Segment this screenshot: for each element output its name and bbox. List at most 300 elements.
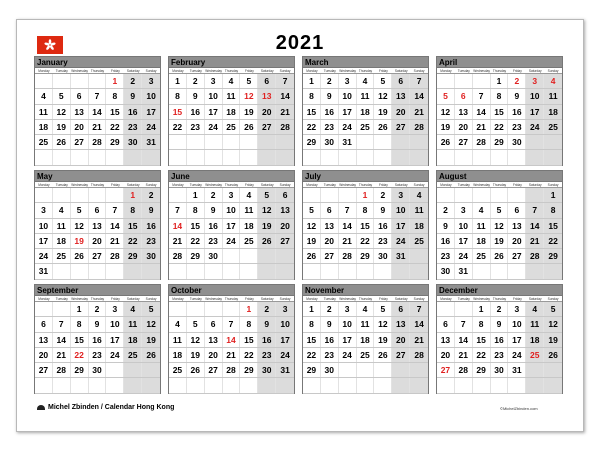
day-cell: 27 (258, 120, 276, 134)
day-cell: 2 (205, 188, 223, 202)
day-cell: 30 (142, 249, 160, 263)
day-cell: 23 (124, 120, 142, 134)
weekday-label: Monday (172, 183, 184, 187)
empty-day-cell (392, 264, 410, 278)
weekday-label: Tuesday (457, 69, 470, 73)
week-row (169, 249, 294, 264)
day-cell: 22 (491, 120, 509, 134)
day-cell: 26 (374, 120, 392, 134)
day-cell: 19 (53, 120, 71, 134)
month-name: April (437, 57, 562, 68)
day-cell: 15 (71, 333, 89, 347)
week-row (169, 363, 294, 378)
day-cell: 7 (169, 203, 187, 217)
weekday-label: Tuesday (457, 297, 470, 301)
day-cell: 16 (374, 219, 392, 233)
day-cell: 20 (258, 105, 276, 119)
empty-day-cell (392, 378, 410, 392)
empty-day-cell (473, 378, 491, 392)
empty-day-cell (35, 188, 53, 202)
day-cell: 13 (35, 333, 53, 347)
week-row (437, 234, 562, 249)
empty-day-cell (410, 249, 428, 263)
day-cell: 5 (374, 74, 392, 88)
day-cell: 7 (53, 317, 71, 331)
day-cell: 6 (205, 317, 223, 331)
empty-day-cell (544, 150, 562, 164)
day-cell: 16 (508, 105, 526, 119)
week-row (169, 135, 294, 150)
day-cell: 5 (142, 302, 160, 316)
weekday-label: Saturday (260, 297, 274, 301)
day-cell: 26 (303, 249, 321, 263)
day-cell: 3 (339, 74, 357, 88)
day-cell: 20 (71, 120, 89, 134)
day-cell: 9 (142, 203, 160, 217)
day-cell: 23 (321, 348, 339, 362)
day-cell: 24 (223, 234, 241, 248)
empty-day-cell (437, 378, 455, 392)
day-cell: 26 (258, 234, 276, 248)
day-cell: 28 (169, 249, 187, 263)
day-cell: 13 (276, 203, 294, 217)
day-cell: 29 (303, 135, 321, 149)
week-row (35, 120, 160, 135)
weekday-label: Saturday (394, 183, 408, 187)
empty-day-cell (508, 188, 526, 202)
day-cell: 17 (35, 234, 53, 248)
weekday-label: Thursday (492, 183, 507, 187)
month-may (34, 170, 161, 280)
weekday-label: Sunday (547, 183, 559, 187)
empty-day-cell (491, 264, 509, 278)
week-row (303, 203, 428, 218)
day-cell: 4 (473, 203, 491, 217)
empty-day-cell (142, 150, 160, 164)
day-cell: 21 (455, 348, 473, 362)
day-cell: 19 (187, 348, 205, 362)
weekday-label: Wednesday (71, 297, 89, 301)
weekday-label: Saturday (528, 297, 542, 301)
day-cell: 8 (473, 317, 491, 331)
day-cell: 11 (35, 105, 53, 119)
day-cell: 15 (491, 105, 509, 119)
day-cell: 24 (455, 249, 473, 263)
day-cell: 24 (106, 348, 124, 362)
empty-day-cell (508, 378, 526, 392)
week-row (303, 234, 428, 249)
day-cell: 16 (205, 219, 223, 233)
empty-day-cell (169, 264, 187, 278)
day-cell: 22 (303, 348, 321, 362)
empty-day-cell (491, 188, 509, 202)
month-name: June (169, 171, 294, 182)
week-row (437, 249, 562, 264)
empty-day-cell (71, 150, 89, 164)
day-cell: 2 (187, 74, 205, 88)
empty-day-cell (491, 378, 509, 392)
day-cell: 16 (321, 105, 339, 119)
weekday-label: Wednesday (205, 69, 223, 73)
day-cell: 6 (392, 302, 410, 316)
empty-day-cell (357, 378, 375, 392)
empty-day-cell (223, 150, 241, 164)
empty-day-cell (124, 264, 142, 278)
weekday-label: Monday (440, 297, 452, 301)
empty-day-cell (526, 188, 544, 202)
week-row (35, 150, 160, 165)
day-cell: 9 (374, 203, 392, 217)
day-cell: 9 (321, 317, 339, 331)
day-cell: 30 (437, 264, 455, 278)
empty-day-cell (374, 363, 392, 377)
day-cell: 6 (508, 203, 526, 217)
week-row (303, 249, 428, 264)
day-cell: 2 (437, 203, 455, 217)
empty-day-cell (258, 249, 276, 263)
day-cell: 26 (142, 348, 160, 362)
week-row (437, 188, 562, 203)
day-cell: 2 (491, 302, 509, 316)
weekday-label: Saturday (260, 69, 274, 73)
week-row (35, 264, 160, 279)
empty-day-cell (124, 150, 142, 164)
empty-day-cell (71, 188, 89, 202)
empty-day-cell (258, 135, 276, 149)
day-cell: 27 (205, 363, 223, 377)
week-row (303, 150, 428, 165)
day-cell: 4 (526, 302, 544, 316)
day-cell: 27 (321, 249, 339, 263)
empty-day-cell (473, 150, 491, 164)
empty-day-cell (106, 378, 124, 392)
day-cell: 30 (321, 363, 339, 377)
day-cell: 5 (491, 203, 509, 217)
empty-day-cell (374, 135, 392, 149)
week-row (169, 348, 294, 363)
day-cell: 7 (89, 89, 107, 103)
week-row (169, 333, 294, 348)
day-cell: 12 (142, 317, 160, 331)
day-cell: 9 (508, 89, 526, 103)
empty-day-cell (53, 74, 71, 88)
day-cell: 22 (106, 120, 124, 134)
empty-day-cell (276, 135, 294, 149)
day-cell: 29 (303, 363, 321, 377)
week-row (169, 89, 294, 104)
empty-day-cell (205, 135, 223, 149)
weekday-label: Saturday (394, 69, 408, 73)
weekday-label: Tuesday (55, 69, 68, 73)
day-cell: 15 (240, 333, 258, 347)
day-cell: 14 (169, 219, 187, 233)
footer-site: ©MichelZbinden.com (500, 406, 538, 411)
empty-day-cell (526, 150, 544, 164)
week-row (169, 74, 294, 89)
empty-day-cell (339, 378, 357, 392)
week-row (169, 219, 294, 234)
empty-day-cell (374, 150, 392, 164)
empty-day-cell (223, 264, 241, 278)
week-row (303, 105, 428, 120)
day-cell: 12 (240, 89, 258, 103)
day-cell: 2 (508, 74, 526, 88)
weekday-label: Friday (378, 183, 388, 187)
day-cell: 24 (276, 348, 294, 362)
day-cell: 24 (339, 348, 357, 362)
week-row (303, 120, 428, 135)
day-cell: 3 (339, 302, 357, 316)
weekday-label: Monday (306, 297, 318, 301)
day-cell: 28 (410, 120, 428, 134)
weekday-label: Wednesday (339, 183, 357, 187)
empty-day-cell (437, 74, 455, 88)
day-cell: 30 (508, 135, 526, 149)
week-row (437, 135, 562, 150)
empty-day-cell (526, 363, 544, 377)
day-cell: 14 (53, 333, 71, 347)
weekday-label: Tuesday (457, 183, 470, 187)
empty-day-cell (71, 264, 89, 278)
day-cell: 25 (357, 348, 375, 362)
weekday-label: Tuesday (189, 69, 202, 73)
day-cell: 25 (526, 348, 544, 362)
weekday-label: Friday (244, 297, 254, 301)
day-cell: 11 (357, 89, 375, 103)
day-cell: 12 (303, 219, 321, 233)
day-cell: 23 (89, 348, 107, 362)
empty-day-cell (142, 264, 160, 278)
empty-day-cell (258, 150, 276, 164)
day-cell: 13 (392, 317, 410, 331)
weekday-label: Friday (110, 183, 120, 187)
week-row (303, 378, 428, 393)
day-cell: 2 (89, 302, 107, 316)
month-name: October (169, 285, 294, 296)
empty-day-cell (276, 249, 294, 263)
month-name: March (303, 57, 428, 68)
weekday-label: Wednesday (205, 297, 223, 301)
week-row (169, 317, 294, 332)
empty-day-cell (339, 150, 357, 164)
empty-day-cell (240, 378, 258, 392)
day-cell: 1 (303, 302, 321, 316)
day-cell: 4 (357, 74, 375, 88)
weekday-label: Wednesday (473, 183, 491, 187)
day-cell: 18 (357, 333, 375, 347)
day-cell: 2 (321, 74, 339, 88)
week-row (437, 120, 562, 135)
day-cell: 22 (544, 234, 562, 248)
empty-day-cell (321, 378, 339, 392)
day-cell: 21 (106, 234, 124, 248)
day-cell: 21 (276, 105, 294, 119)
day-cell: 17 (508, 333, 526, 347)
day-cell: 16 (89, 333, 107, 347)
weekday-label: Sunday (145, 297, 157, 301)
day-cell: 6 (89, 203, 107, 217)
day-cell: 2 (374, 188, 392, 202)
empty-day-cell (106, 264, 124, 278)
day-cell: 11 (53, 219, 71, 233)
empty-day-cell (410, 135, 428, 149)
day-cell: 5 (437, 89, 455, 103)
empty-day-cell (437, 150, 455, 164)
empty-day-cell (473, 74, 491, 88)
day-cell: 24 (508, 348, 526, 362)
day-cell: 11 (526, 317, 544, 331)
week-row (169, 188, 294, 203)
day-cell: 14 (339, 219, 357, 233)
day-cell: 4 (240, 188, 258, 202)
weekday-label: Monday (440, 183, 452, 187)
empty-day-cell (491, 150, 509, 164)
day-cell: 27 (455, 135, 473, 149)
day-cell: 16 (321, 333, 339, 347)
day-cell: 5 (374, 302, 392, 316)
empty-day-cell (374, 264, 392, 278)
empty-day-cell (392, 363, 410, 377)
empty-day-cell (89, 188, 107, 202)
empty-day-cell (223, 249, 241, 263)
day-cell: 4 (124, 302, 142, 316)
hong-kong-flag-icon (37, 36, 63, 54)
empty-day-cell (339, 363, 357, 377)
day-cell: 13 (392, 89, 410, 103)
empty-day-cell (455, 302, 473, 316)
day-cell: 25 (124, 348, 142, 362)
empty-day-cell (71, 378, 89, 392)
day-cell: 6 (321, 203, 339, 217)
day-cell: 23 (321, 120, 339, 134)
day-cell: 22 (473, 348, 491, 362)
day-cell: 13 (71, 105, 89, 119)
day-cell: 19 (491, 234, 509, 248)
weekday-label: Tuesday (55, 297, 68, 301)
empty-day-cell (544, 135, 562, 149)
week-row (437, 219, 562, 234)
weekday-label: Friday (378, 297, 388, 301)
day-cell: 10 (339, 89, 357, 103)
day-cell: 11 (410, 203, 428, 217)
empty-day-cell (258, 264, 276, 278)
day-cell: 23 (258, 348, 276, 362)
day-cell: 17 (526, 105, 544, 119)
weekday-label: Friday (244, 69, 254, 73)
day-cell: 8 (303, 89, 321, 103)
day-cell: 18 (124, 333, 142, 347)
day-cell: 27 (276, 234, 294, 248)
day-cell: 10 (339, 317, 357, 331)
day-cell: 30 (258, 363, 276, 377)
day-cell: 16 (258, 333, 276, 347)
day-cell: 9 (205, 203, 223, 217)
day-cell: 28 (339, 249, 357, 263)
day-cell: 24 (392, 234, 410, 248)
author-logo-icon (37, 405, 45, 410)
empty-day-cell (187, 135, 205, 149)
empty-day-cell (71, 74, 89, 88)
day-cell: 22 (169, 120, 187, 134)
empty-day-cell (437, 188, 455, 202)
month-name: November (303, 285, 428, 296)
empty-day-cell (410, 264, 428, 278)
empty-day-cell (187, 302, 205, 316)
month-march (302, 56, 429, 166)
week-row (303, 363, 428, 378)
week-row (437, 363, 562, 378)
day-cell: 19 (544, 333, 562, 347)
day-cell: 26 (374, 348, 392, 362)
week-row (303, 302, 428, 317)
day-cell: 24 (205, 120, 223, 134)
empty-day-cell (106, 188, 124, 202)
day-cell: 17 (392, 219, 410, 233)
day-cell: 16 (491, 333, 509, 347)
day-cell: 8 (187, 203, 205, 217)
day-cell: 1 (124, 188, 142, 202)
weekday-label: Monday (38, 69, 50, 73)
day-cell: 25 (223, 120, 241, 134)
month-september (34, 284, 161, 394)
weekday-label: Wednesday (71, 69, 89, 73)
day-cell: 18 (53, 234, 71, 248)
empty-day-cell (53, 264, 71, 278)
day-cell: 14 (89, 105, 107, 119)
day-cell: 26 (53, 135, 71, 149)
day-cell: 9 (491, 317, 509, 331)
day-cell: 21 (526, 234, 544, 248)
day-cell: 5 (187, 317, 205, 331)
day-cell: 31 (392, 249, 410, 263)
day-cell: 23 (187, 120, 205, 134)
empty-day-cell (303, 188, 321, 202)
week-row (35, 234, 160, 249)
empty-day-cell (276, 264, 294, 278)
day-cell: 8 (71, 317, 89, 331)
empty-day-cell (187, 378, 205, 392)
day-cell: 31 (142, 135, 160, 149)
empty-day-cell (410, 378, 428, 392)
day-cell: 12 (544, 317, 562, 331)
day-cell: 29 (240, 363, 258, 377)
week-row (169, 105, 294, 120)
empty-day-cell (240, 135, 258, 149)
day-cell: 21 (169, 234, 187, 248)
day-cell: 14 (526, 219, 544, 233)
day-cell: 8 (544, 203, 562, 217)
weekday-label: Saturday (528, 183, 542, 187)
day-cell: 18 (357, 105, 375, 119)
day-cell: 7 (410, 302, 428, 316)
empty-day-cell (223, 135, 241, 149)
week-row (437, 105, 562, 120)
day-cell: 7 (276, 74, 294, 88)
day-cell: 17 (276, 333, 294, 347)
day-cell: 24 (35, 249, 53, 263)
day-cell: 5 (544, 302, 562, 316)
day-cell: 12 (71, 219, 89, 233)
week-row (35, 203, 160, 218)
day-cell: 1 (187, 188, 205, 202)
day-cell: 10 (276, 317, 294, 331)
empty-day-cell (357, 150, 375, 164)
day-cell: 24 (142, 120, 160, 134)
weekday-label: Thursday (358, 297, 373, 301)
week-row (437, 348, 562, 363)
day-cell: 11 (544, 89, 562, 103)
week-row (35, 105, 160, 120)
